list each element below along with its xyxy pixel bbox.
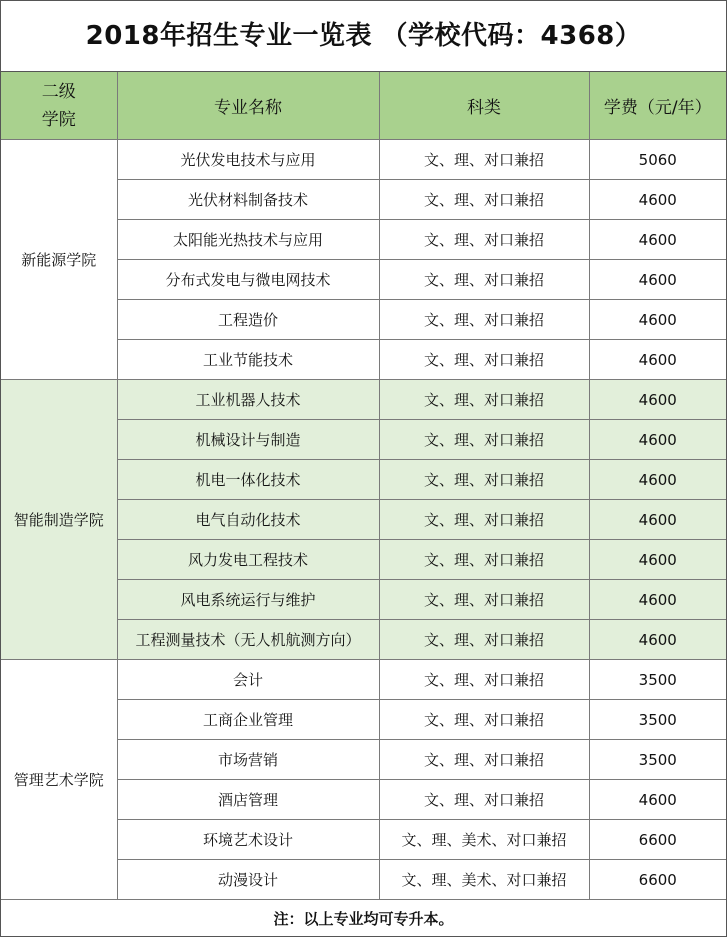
- header-dept: [1, 72, 117, 140]
- category-cell: 文、理、美术、对口兼招: [379, 820, 589, 860]
- fee-cell: 4600: [589, 460, 726, 500]
- category-cell: 文、理、对口兼招: [379, 140, 589, 180]
- header-dept-line1: 二级: [41, 81, 76, 102]
- fee-cell: 4600: [589, 780, 726, 820]
- fee-cell: 4600: [589, 220, 726, 260]
- category-cell: 文、理、对口兼招: [379, 780, 589, 820]
- dept-cell: 管理艺术学院: [1, 660, 117, 900]
- fee-cell: 6600: [589, 860, 726, 900]
- category-cell: 文、理、对口兼招: [379, 740, 589, 780]
- fee-cell: 3500: [589, 740, 726, 780]
- category-cell: 文、理、对口兼招: [379, 580, 589, 620]
- fee-cell: 4600: [589, 420, 726, 460]
- major-cell: 工商企业管理: [117, 700, 379, 740]
- fee-cell: 4600: [589, 580, 726, 620]
- header-fee: 学费（元/年）: [589, 72, 726, 140]
- fee-cell: 4600: [589, 500, 726, 540]
- major-cell: 会计: [117, 660, 379, 700]
- header-category: 科类: [379, 72, 589, 140]
- major-cell: 环境艺术设计: [117, 820, 379, 860]
- major-cell: 太阳能光热技术与应用: [117, 220, 379, 260]
- major-cell: 市场营销: [117, 740, 379, 780]
- category-cell: 文、理、对口兼招: [379, 300, 589, 340]
- fee-cell: 4600: [589, 620, 726, 660]
- major-cell: 酒店管理: [117, 780, 379, 820]
- major-cell: 机械设计与制造: [117, 420, 379, 460]
- category-cell: 文、理、对口兼招: [379, 500, 589, 540]
- major-cell: 工业节能技术: [117, 340, 379, 380]
- fee-cell: 4600: [589, 180, 726, 220]
- major-cell: 风力发电工程技术: [117, 540, 379, 580]
- major-cell: 工业机器人技术: [117, 380, 379, 420]
- fee-cell: 5060: [589, 140, 726, 180]
- category-cell: 文、理、对口兼招: [379, 660, 589, 700]
- majors-table: [1, 72, 726, 936]
- header-major: 专业名称: [117, 72, 379, 140]
- header-dept-line2: 学院: [41, 109, 76, 130]
- table-header-row: [1, 72, 726, 140]
- table-row: [1, 140, 726, 180]
- category-cell: 文、理、对口兼招: [379, 340, 589, 380]
- major-cell: 分布式发电与微电网技术: [117, 260, 379, 300]
- fee-cell: 4600: [589, 260, 726, 300]
- footer-note: 注：以上专业均可专升本。: [1, 900, 726, 937]
- major-cell: 光伏发电技术与应用: [117, 140, 379, 180]
- category-cell: 文、理、对口兼招: [379, 220, 589, 260]
- major-cell: 动漫设计: [117, 860, 379, 900]
- category-cell: 文、理、美术、对口兼招: [379, 860, 589, 900]
- fee-cell: 6600: [589, 820, 726, 860]
- category-cell: 文、理、对口兼招: [379, 380, 589, 420]
- major-cell: 光伏材料制备技术: [117, 180, 379, 220]
- fee-cell: 3500: [589, 660, 726, 700]
- table-row: [1, 380, 726, 420]
- fee-cell: 4600: [589, 540, 726, 580]
- category-cell: 文、理、对口兼招: [379, 700, 589, 740]
- table-row: [1, 660, 726, 700]
- category-cell: 文、理、对口兼招: [379, 420, 589, 460]
- fee-cell: 4600: [589, 380, 726, 420]
- major-cell: 工程造价: [117, 300, 379, 340]
- table-footer-row: [1, 900, 726, 937]
- fee-cell: 4600: [589, 300, 726, 340]
- category-cell: 文、理、对口兼招: [379, 180, 589, 220]
- category-cell: 文、理、对口兼招: [379, 620, 589, 660]
- category-cell: 文、理、对口兼招: [379, 260, 589, 300]
- dept-cell: 新能源学院: [1, 140, 117, 380]
- page-title: 2018年招生专业一览表 （学校代码：4368）: [1, 1, 726, 72]
- major-cell: 风电系统运行与维护: [117, 580, 379, 620]
- fee-cell: 4600: [589, 340, 726, 380]
- category-cell: 文、理、对口兼招: [379, 540, 589, 580]
- major-cell: 机电一体化技术: [117, 460, 379, 500]
- major-cell: 工程测量技术（无人机航测方向）: [117, 620, 379, 660]
- major-cell: 电气自动化技术: [117, 500, 379, 540]
- category-cell: 文、理、对口兼招: [379, 460, 589, 500]
- fee-cell: 3500: [589, 700, 726, 740]
- dept-cell: 智能制造学院: [1, 380, 117, 660]
